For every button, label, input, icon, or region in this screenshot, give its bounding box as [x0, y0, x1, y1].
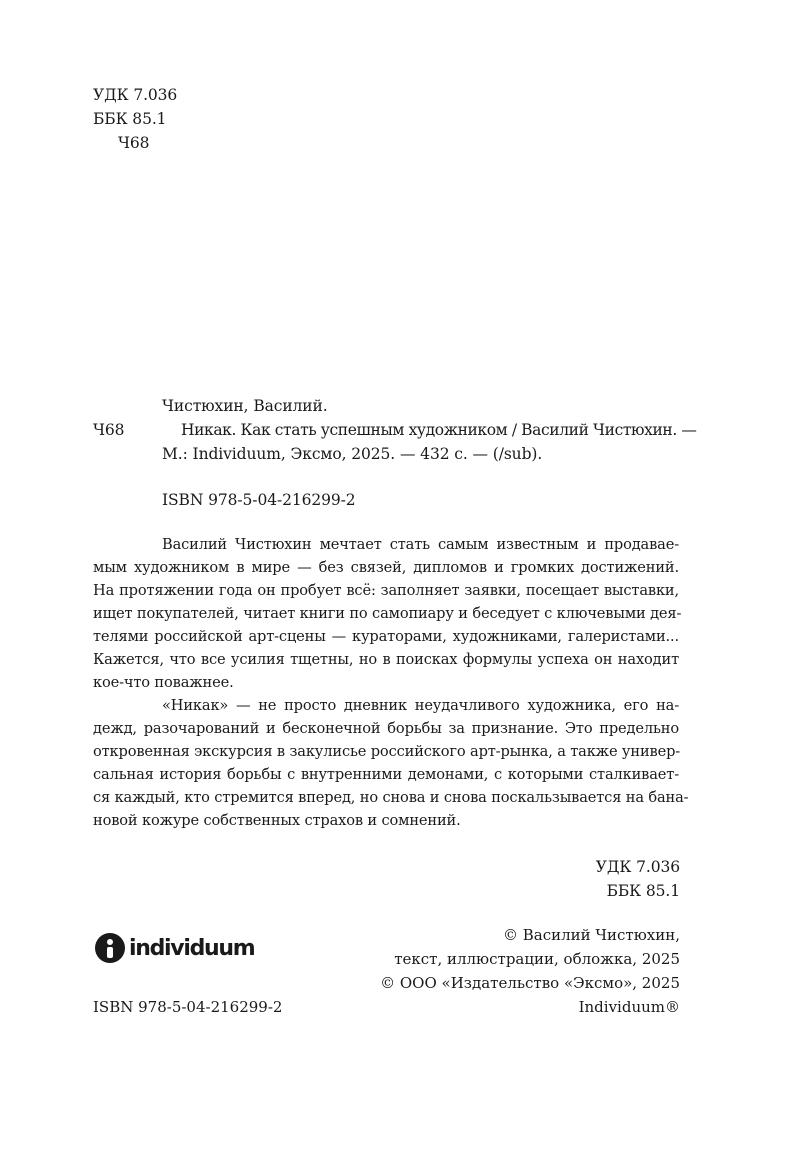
copyright-publisher: © ООО «Издательство «Эксмо», 2025	[380, 974, 680, 992]
annotation-p1-line-1: Василий Чистюхин мечтает стать самым известным и продавае-	[162, 536, 679, 553]
annotation-p1-line-5: телями российской арт-сцены — кураторами, художниками, галеристами...	[93, 628, 679, 645]
annotation-p2-line-6: новой кожуре собственных страхов и сомнений.	[93, 812, 461, 829]
udk-code-top: УДК 7.036	[93, 86, 178, 104]
title-line: Никак. Как стать успешным художником / Василий Чистюхин. —	[181, 421, 697, 439]
copyright-imprint: Individuum®	[578, 998, 680, 1016]
annotation-p1-line-7: кое-что поважнее.	[93, 674, 234, 691]
bbk-code-top: ББК 85.1	[93, 110, 167, 128]
imprint-line: М.: Individuum, Эксмо, 2025. — 432 с. — (/sub).	[162, 445, 543, 463]
annotation-p1-line-6: Кажется, что все усилия тщетны, но в поисках формулы успеха он находит	[93, 651, 679, 668]
annotation-p2-line-1: «Никак» — не просто дневник неудачливого художника, его на-	[162, 697, 679, 714]
annotation-p2-line-4: сальная история борьбы с внутренними демонами, с которыми сталкивает-	[93, 766, 679, 783]
annotation-p2-line-3: откровенная экскурсия в закулисье российского арт-рынка, а также универ-	[93, 743, 681, 760]
annotation-p1-line-2: мым художником в мире — без связей, дипломов и громких достижений.	[93, 559, 679, 576]
annotation-p2-line-2: дежд, разочарований и бесконечной борьбы за признание. Это предельно	[93, 720, 679, 737]
publisher-logo-text: individuum	[129, 935, 255, 961]
publisher-logo	[95, 933, 254, 963]
annotation-p2-line-5: ся каждый, кто стремится вперед, но снова и снова поскальзывается на бана-	[93, 789, 689, 806]
annotation-p1-line-4: ищет покупателей, читает книги по самопиару и беседует с ключевыми дея-	[93, 605, 682, 622]
copyright-scope: текст, иллюстрации, обложка, 2025	[394, 950, 680, 968]
isbn-bottom: ISBN 978-5-04-216299-2	[93, 998, 283, 1016]
author-heading: Чистюхин, Василий.	[162, 397, 328, 415]
isbn-record: ISBN 978-5-04-216299-2	[162, 491, 356, 509]
bbk-code-bottom: ББК 85.1	[606, 882, 680, 900]
individuum-logo-icon	[95, 933, 125, 963]
author-mark-top: Ч68	[118, 134, 150, 152]
annotation-p1-line-3: На протяжении года он пробует всё: заполняет заявки, посещает выставки,	[93, 582, 679, 599]
udk-code-bottom: УДК 7.036	[595, 858, 680, 876]
copyright-author: © Василий Чистюхин,	[503, 926, 680, 944]
author-mark: Ч68	[93, 421, 125, 439]
